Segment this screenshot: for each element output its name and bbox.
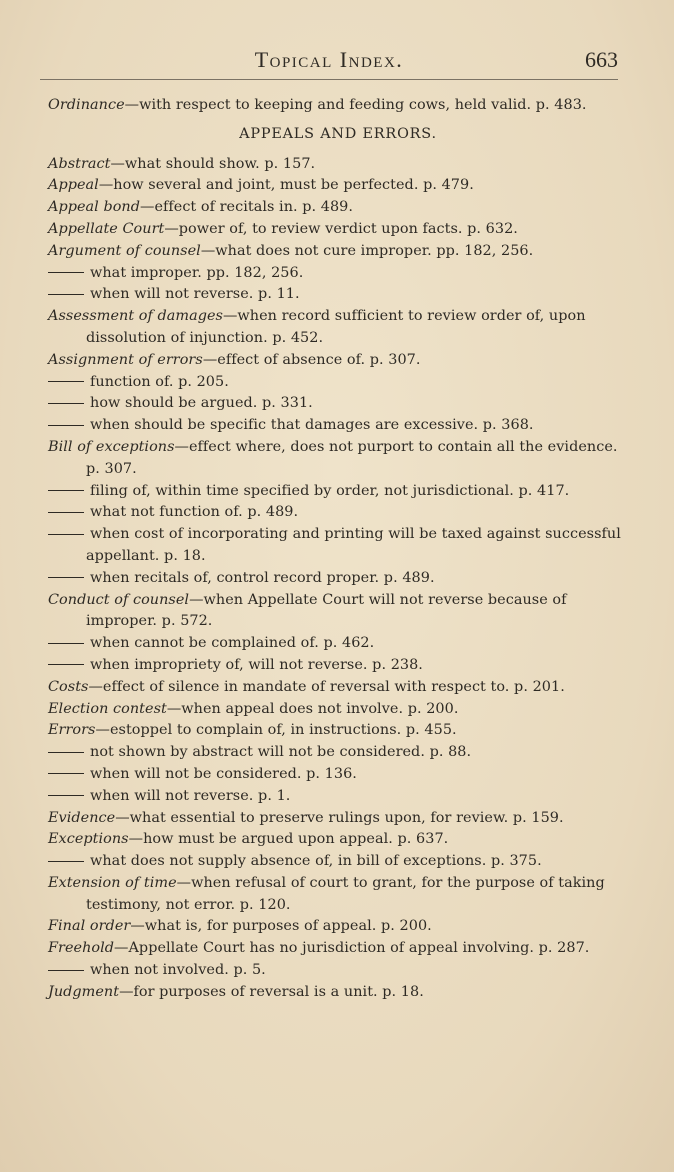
ditto-dash: [48, 970, 84, 971]
index-entry-ordinance: [48, 95, 628, 117]
entry-text: what does not supply absence of, in bill of exceptions. p. 375.: [90, 853, 542, 870]
entry-term: Ordinance: [48, 97, 125, 113]
entry-text: —effect of recitals in. p. 489.: [140, 199, 354, 216]
index-entry: [48, 699, 628, 721]
entry-text: —effect of silence in mandate of reversal with respect to. p. 201.: [88, 678, 565, 695]
entry-text: —when appeal does not involve. p. 200.: [166, 700, 459, 717]
ditto-dash: [48, 425, 84, 426]
index-entry: [48, 808, 628, 830]
entry-text: —effect where, does not purport to contain all the evidence. p. 307.: [86, 438, 618, 477]
ditto-dash: [48, 643, 84, 644]
index-entry: [48, 175, 628, 197]
index-entry: [48, 263, 628, 285]
entry-text: —what should show. p. 157.: [110, 155, 316, 172]
index-entry: [48, 764, 628, 786]
entry-text: when impropriety of, will not reverse. p. 238.: [90, 656, 423, 673]
page-header: [40, 47, 618, 80]
entry-term: Appeal: [48, 177, 99, 194]
index-entry: [48, 786, 628, 808]
index-entry: [48, 284, 628, 306]
index-entry: [48, 154, 628, 176]
index-entry: [48, 481, 628, 503]
index-entry: [48, 960, 628, 982]
index-entry: [48, 655, 628, 677]
index-entry: [48, 873, 628, 917]
index-content: [48, 95, 628, 1004]
index-entry: [48, 633, 628, 655]
index-entry: [48, 197, 628, 219]
index-entry: [48, 393, 628, 415]
ditto-dash: [48, 773, 84, 774]
entry-text: —effect of absence of. p. 307.: [202, 351, 421, 368]
entry-text: when recitals of, control record proper. p. 489.: [90, 569, 435, 586]
entry-term: Conduct of counsel: [48, 591, 190, 608]
ditto-dash: [48, 577, 84, 578]
entry-term: Freehold: [48, 940, 115, 957]
entry-term: Judgment: [48, 983, 120, 1000]
ditto-dash: [48, 534, 84, 535]
entry-term: Appellate Court: [48, 220, 165, 237]
entry-text: —for purposes of reversal is a unit. p. 18.: [119, 983, 424, 1000]
index-entry: [48, 306, 628, 350]
entry-term: Abstract: [48, 155, 111, 172]
ditto-dash: [48, 381, 84, 382]
entry-text: —what is, for purposes of appeal. p. 200.: [130, 918, 432, 935]
index-entry: [48, 415, 628, 437]
index-entry: [48, 982, 628, 1004]
ditto-dash: [48, 294, 84, 295]
index-entry: [48, 502, 628, 524]
entry-text: when should be specific that damages are excessive. p. 368.: [90, 417, 534, 434]
entries-list: [48, 154, 628, 1004]
ditto-dash: [48, 861, 84, 862]
index-entry: [48, 677, 628, 699]
ditto-dash: [48, 512, 84, 513]
entry-text: —power of, to review verdict upon facts. p. 632.: [164, 220, 518, 237]
entry-text: —with respect to keeping and feeding cows, held valid. p. 483.: [124, 97, 587, 113]
index-entry: [48, 742, 628, 764]
entry-term: Extension of time: [48, 874, 177, 891]
ditto-dash: [48, 664, 84, 665]
entry-term: Final order: [48, 918, 131, 935]
entry-text: —what does not cure improper. pp. 182, 256.: [200, 242, 534, 259]
entry-text: function of. p. 205.: [90, 373, 229, 390]
entry-text: filing of, within time specified by order, not jurisdictional. p. 417.: [90, 482, 570, 499]
ditto-dash: [48, 490, 84, 491]
entry-text: —how several and joint, must be perfected. p. 479.: [98, 177, 474, 194]
ditto-dash: [48, 403, 84, 404]
index-entry: [48, 829, 628, 851]
entry-text: —estoppel to complain of, in instructions. p. 455.: [95, 722, 457, 739]
ditto-dash: [48, 272, 84, 273]
entry-term: Errors: [48, 722, 96, 739]
entry-text: when will not reverse. p. 1.: [90, 787, 291, 804]
index-entry: [48, 590, 628, 634]
index-entry: [48, 568, 628, 590]
entry-text: when will not reverse. p. 11.: [90, 286, 300, 303]
entry-text: —when refusal of court to grant, for the purpose of taking testimony, not error. p. 120.: [86, 874, 605, 913]
entry-text: how should be argued. p. 331.: [90, 395, 313, 412]
index-entry: [48, 851, 628, 873]
entry-text: what improper. pp. 182, 256.: [90, 264, 304, 281]
index-entry: [48, 372, 628, 394]
ditto-dash: [48, 752, 84, 753]
entry-text: —when Appellate Court will not reverse because of improper. p. 572.: [86, 591, 567, 630]
entry-text: not shown by abstract will not be considered. p. 88.: [90, 744, 472, 761]
entry-term: Argument of counsel: [48, 242, 201, 259]
entry-term: Costs: [48, 678, 89, 695]
entry-text: what not function of. p. 489.: [90, 504, 299, 521]
index-entry: [48, 916, 628, 938]
page-number: 663: [585, 47, 618, 72]
index-entry: [48, 938, 628, 960]
entry-term: Exceptions: [48, 831, 129, 848]
entry-term: Election contest: [48, 700, 167, 717]
entry-term: Assignment of errors: [48, 351, 203, 368]
entry-term: Bill of exceptions: [48, 438, 175, 455]
entry-term: Appeal bond: [48, 199, 140, 216]
entry-text: when cost of incorporating and printing will be taxed against successful appellant. p. 18.: [86, 526, 621, 564]
running-title: Topical Index.: [254, 47, 404, 72]
index-entry: [48, 219, 628, 241]
index-entry: [48, 720, 628, 742]
section-heading: APPEALS AND ERRORS.: [239, 125, 437, 142]
entry-text: —when record sufficient to review order of, upon dissolution of injunction. p. 452.: [86, 308, 586, 346]
index-entry: [48, 437, 628, 481]
entry-term: Evidence: [48, 809, 116, 826]
entry-text: —Appellate Court has no jurisdiction of appeal involving. p. 287.: [114, 940, 590, 957]
entry-term: Assessment of damages: [48, 308, 223, 325]
entry-text: when not involved. p. 5.: [90, 962, 266, 979]
entry-text: —what essential to preserve rulings upon, for review. p. 159.: [115, 809, 564, 826]
index-entry: [48, 350, 628, 372]
ditto-dash: [48, 795, 84, 796]
index-entry: [48, 524, 628, 568]
entry-text: when cannot be complained of. p. 462.: [90, 635, 375, 652]
entry-text: —how must be argued upon appeal. p. 637.: [128, 831, 449, 848]
entry-text: when will not be considered. p. 136.: [90, 765, 357, 782]
index-entry: [48, 241, 628, 263]
